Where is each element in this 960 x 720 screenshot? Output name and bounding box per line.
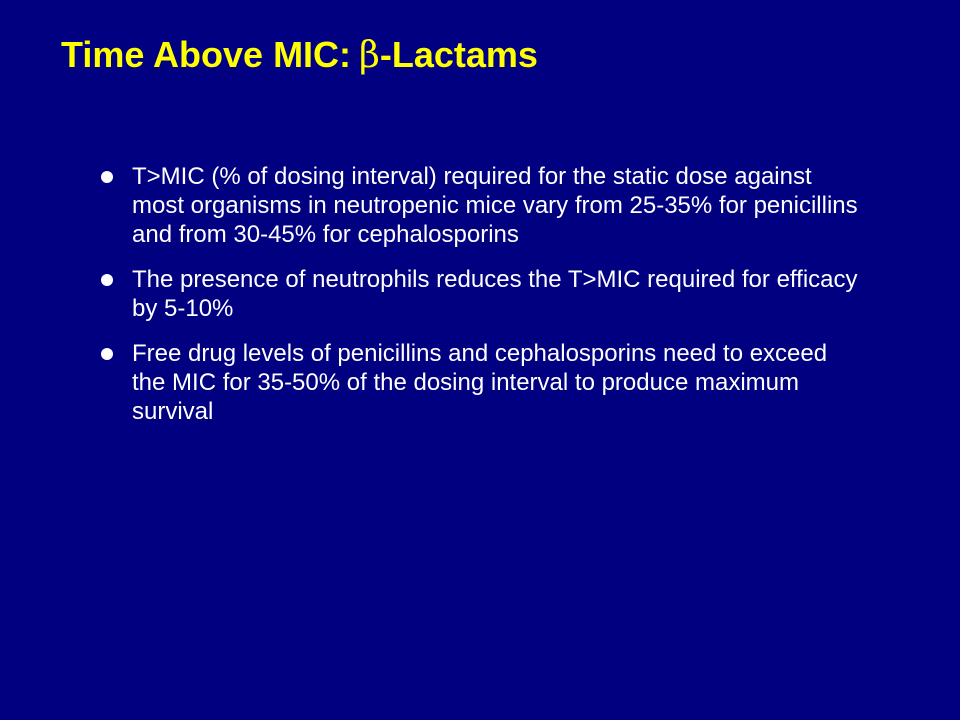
bullet-dot-icon: [101, 274, 113, 286]
slide-title: [61, 34, 538, 76]
bullet-text: Free drug levels of penicillins and cephalosporins need to exceed the MIC for 35-50% of the dosing interval to produce maximum survival: [132, 340, 828, 425]
bullet-dot-icon: [101, 348, 113, 360]
bullet-item: [100, 339, 860, 426]
title-beta-symbol: β: [359, 35, 380, 76]
bullet-item: [100, 162, 860, 249]
bullet-item: [100, 265, 860, 323]
bullet-list: [100, 162, 860, 442]
title-suffix: -Lactams: [379, 34, 538, 75]
bullet-text: T>MIC (% of dosing interval) required for the static dose against most organisms in neutropenic mice vary from 25-35% for penicillins and from 30-45% for cephalosporins: [132, 163, 858, 248]
bullet-text: The presence of neutrophils reduces the T>MIC required for efficacy by 5-10%: [132, 266, 858, 322]
title-prefix: Time Above MIC:: [61, 34, 352, 75]
bullet-dot-icon: [101, 171, 113, 183]
